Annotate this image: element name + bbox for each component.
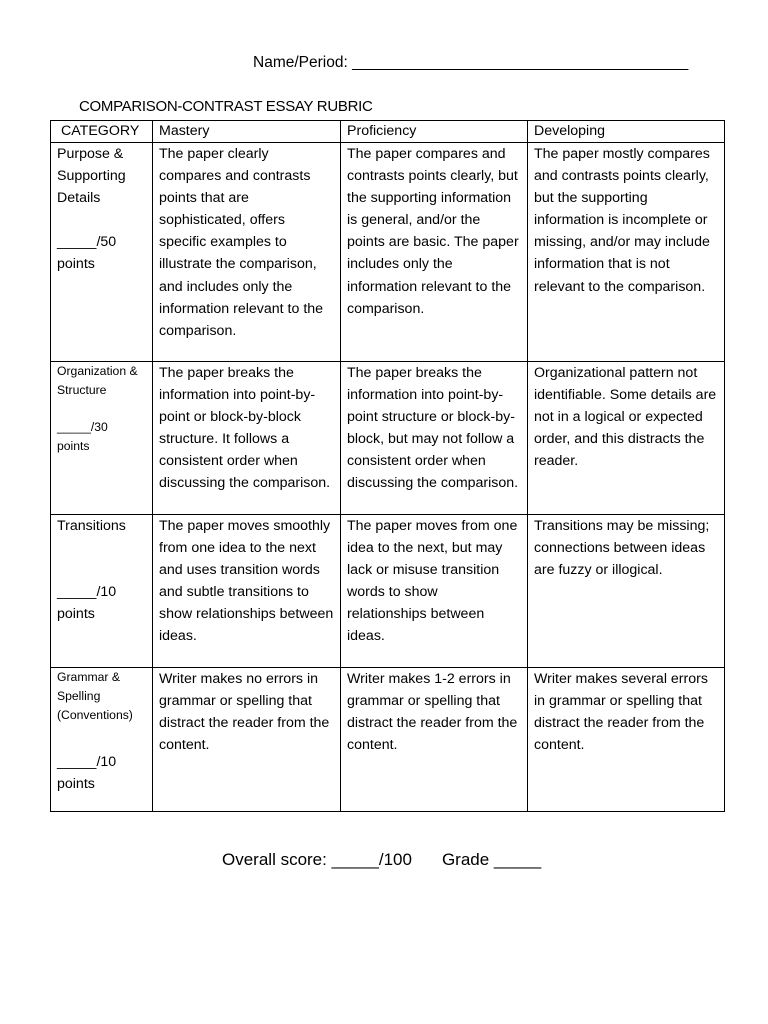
header-proficiency: Proficiency — [341, 121, 528, 143]
table-row — [51, 515, 725, 668]
developing-cell: The paper mostly compares and contrasts points clearly, but the supporting information is incomplete or missing, and/or may include information that is not relevant to the comparison. — [528, 143, 725, 362]
proficiency-cell: The paper breaks the information into point-by-point structure or block-by-block, but may not follow a consistent order when discussing the comparison. — [341, 362, 528, 515]
category-cell — [51, 515, 153, 668]
developing-cell: Organizational pattern not identifiable. Some details are not in a logical or expected order, and this distracts the reader. — [528, 362, 725, 515]
category-cell — [51, 668, 153, 812]
points-label: points — [57, 256, 95, 273]
developing-cell: Writer makes several errors in grammar or spelling that distract the reader from the content. — [528, 668, 725, 812]
rubric-title: COMPARISON-CONTRAST ESSAY RUBRIC — [79, 98, 373, 115]
points-label: points — [57, 439, 90, 453]
points-label: points — [57, 776, 95, 793]
mastery-cell: Writer makes no errors in grammar or spelling that distract the reader from the content. — [153, 668, 341, 812]
proficiency-cell: The paper moves from one idea to the next, but may lack or misuse transition words to show relationships between ideas. — [341, 515, 528, 668]
mastery-cell: The paper breaks the information into point-by-point or block-by-block structure. It follows a consistent order when discussing the comparison. — [153, 362, 341, 515]
table-header-row — [51, 121, 725, 143]
proficiency-cell: The paper compares and contrasts points clearly, but the supporting information is general, and/or the points are basic. The paper includes only the information relevant to the comparison. — [341, 143, 528, 362]
overall-score-line — [222, 850, 541, 870]
overall-score: Overall score: _____/100 — [222, 850, 412, 869]
proficiency-cell: Writer makes 1-2 errors in grammar or spelling that distract the reader from the content. — [341, 668, 528, 812]
category-cell — [51, 143, 153, 362]
points-blank: _____/10 — [57, 754, 117, 770]
category-cell — [51, 362, 153, 515]
table-row — [51, 143, 725, 362]
category-name: Transitions — [57, 518, 126, 534]
category-name: Grammar & Spelling (Conventions) — [57, 670, 133, 722]
points-blank: _____/10 — [57, 584, 117, 601]
category-name: Purpose & Supporting Details — [57, 146, 126, 207]
name-period-line: Name/Period: _______________________________________ — [253, 54, 689, 71]
header-mastery: Mastery — [153, 121, 341, 143]
category-name: Organization & Structure — [57, 364, 138, 397]
rubric-table — [50, 120, 725, 812]
header-category: CATEGORY — [51, 121, 153, 143]
points-blank: _____/30 — [57, 420, 108, 434]
developing-cell: Transitions may be missing; connections between ideas are fuzzy or illogical. — [528, 515, 725, 668]
points-blank: _____/50 — [57, 234, 117, 251]
table-row — [51, 362, 725, 515]
mastery-cell: The paper moves smoothly from one idea to the next and uses transition words and subtle transitions to show relationships between ideas. — [153, 515, 341, 668]
table-row — [51, 668, 725, 812]
mastery-cell: The paper clearly compares and contrasts points that are sophisticated, offers specific examples to illustrate the comparison, and includes only the information relevant to the comparison. — [153, 143, 341, 362]
points-label: points — [57, 606, 95, 623]
header-developing: Developing — [528, 121, 725, 143]
grade: Grade _____ — [441, 850, 542, 869]
